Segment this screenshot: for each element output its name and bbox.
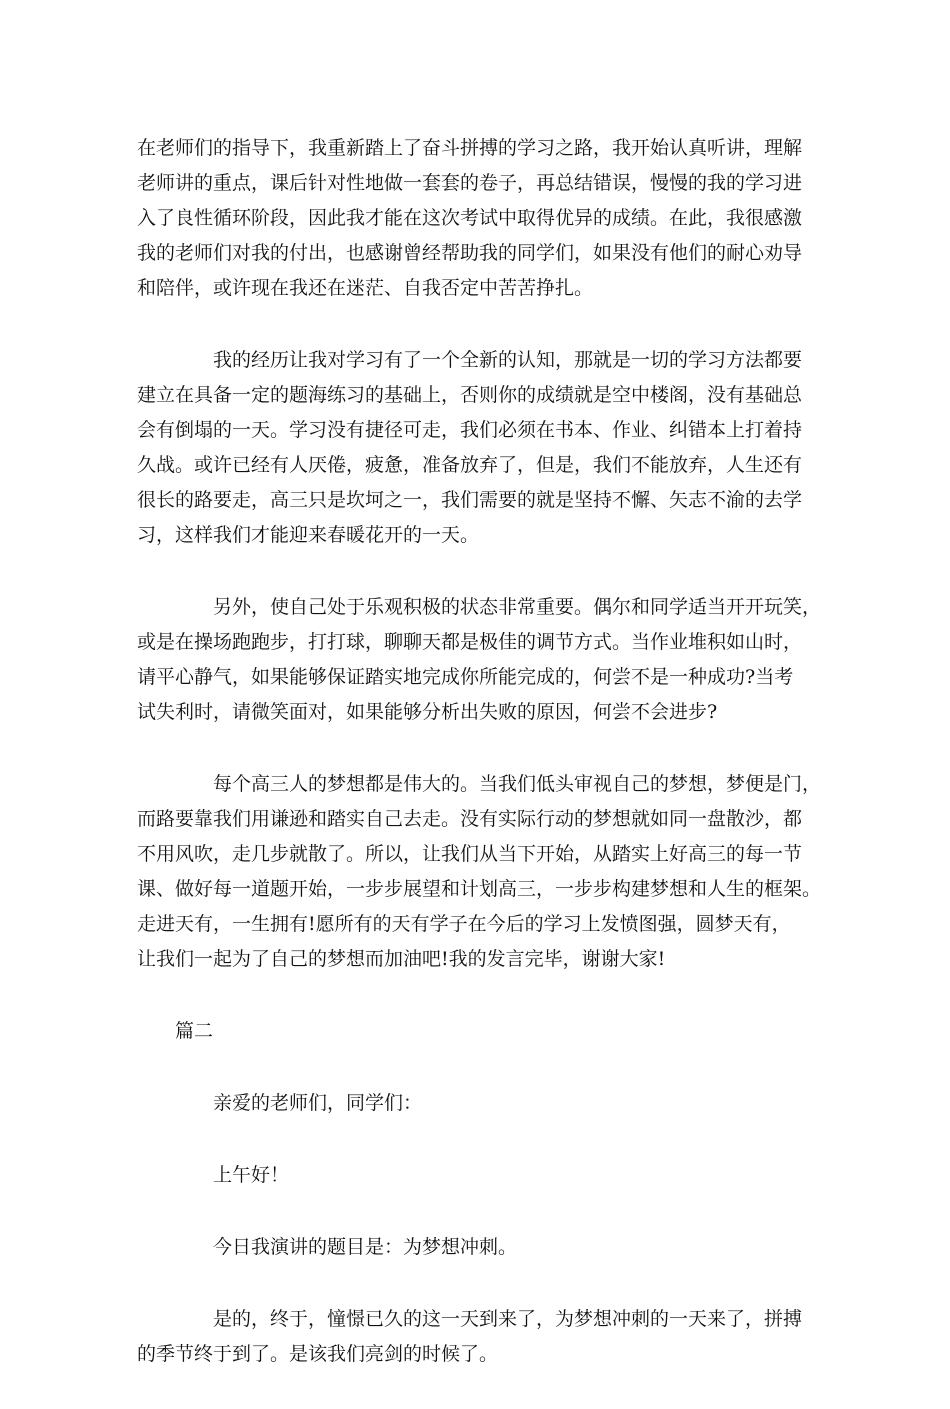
text-line: 走进天有，一生拥有!愿所有的天有学子在今后的学习上发愤图强，圆梦天有， <box>137 913 791 935</box>
paragraph-4 <box>137 767 837 977</box>
text-line: 入了良性循环阶段，因此我才能在这次考试中取得优异的成绩。在此，我很感激 <box>137 207 803 229</box>
text-line: 在老师们的指导下，我重新踏上了奋斗拼搏的学习之路，我开始认真听讲，理解 <box>137 137 803 159</box>
speech-topic <box>137 1230 837 1265</box>
text-line: 另外，使自己处于乐观积极的状态非常重要。偶尔和同学适当开开玩笑， <box>213 596 822 618</box>
greeting-text: 亲爱的老师们，同学们： <box>213 1092 423 1114</box>
text-line: 我的老师们对我的付出，也感谢曾经帮助我的同学们，如果没有他们的耐心劝导 <box>137 242 803 264</box>
text-line: 习，这样我们才能迎来春暖花开的一天。 <box>137 524 480 546</box>
text-line: 不用风吹，走几步就散了。所以，让我们从当下开始，从踏实上好高三的每一节 <box>137 843 803 865</box>
text-line: 试失利时，请微笑面对，如果能够分析出失败的原因，何尝不会进步? <box>137 701 718 723</box>
text-line: 和陪伴，或许现在我还在迷茫、自我否定中苦苦挣扎。 <box>137 277 594 299</box>
text-line: 久战。或许已经有人厌倦，疲惫，准备放弃了，但是，我们不能放弃，人生还有 <box>137 454 803 476</box>
section-heading-text: 篇二 <box>175 1020 214 1042</box>
salutation <box>137 1158 837 1193</box>
paragraph-final <box>137 1302 837 1372</box>
text-line: 老师讲的重点，课后针对性地做一套套的卷子，再总结错误，慢慢的我的学习进 <box>137 172 803 194</box>
text-line: 建立在具备一定的题海练习的基础上，否则你的成绩就是空中楼阁，没有基础总 <box>137 384 803 406</box>
salutation-text: 上午好！ <box>213 1164 290 1186</box>
document-body <box>137 131 837 1409</box>
text-line: 课、做好每一道题开始，一步步展望和计划高三，一步步构建梦想和人生的框架。 <box>137 878 822 900</box>
section-heading <box>137 1014 837 1049</box>
text-line: 我的经历让我对学习有了一个全新的认知，那就是一切的学习方法都要 <box>213 349 803 371</box>
text-line: 而路要靠我们用谦逊和踏实自己去走。没有实际行动的梦想就如同一盘散沙，都 <box>137 808 803 830</box>
paragraph-3 <box>137 590 837 730</box>
paragraph-1 <box>137 131 837 306</box>
text-line: 或是在操场跑跑步，打打球，聊聊天都是极佳的调节方式。当作业堆积如山时， <box>137 631 803 653</box>
text-line: 每个高三人的梦想都是伟大的。当我们低头审视自己的梦想，梦便是门， <box>213 773 822 795</box>
greeting <box>137 1086 837 1121</box>
speech-topic-text: 今日我演讲的题目是：为梦想冲刺。 <box>213 1236 518 1258</box>
text-line: 很长的路要走，高三只是坎坷之一，我们需要的就是坚持不懈、矢志不渝的去学 <box>137 489 803 511</box>
text-line: 是的，终于，憧憬已久的这一天到来了，为梦想冲刺的一天来了，拼搏 <box>213 1308 803 1330</box>
text-line: 的季节终于到了。是该我们亮剑的时候了。 <box>137 1343 499 1365</box>
text-line: 请平心静气，如果能够保证踏实地完成你所能完成的，何尝不是一种成功?当考 <box>137 666 794 688</box>
paragraph-2 <box>137 343 837 553</box>
text-line: 让我们一起为了自己的梦想而加油吧!我的发言完毕，谢谢大家! <box>137 948 666 970</box>
text-line: 会有倒塌的一天。学习没有捷径可走，我们必须在书本、作业、纠错本上打着持 <box>137 419 803 441</box>
